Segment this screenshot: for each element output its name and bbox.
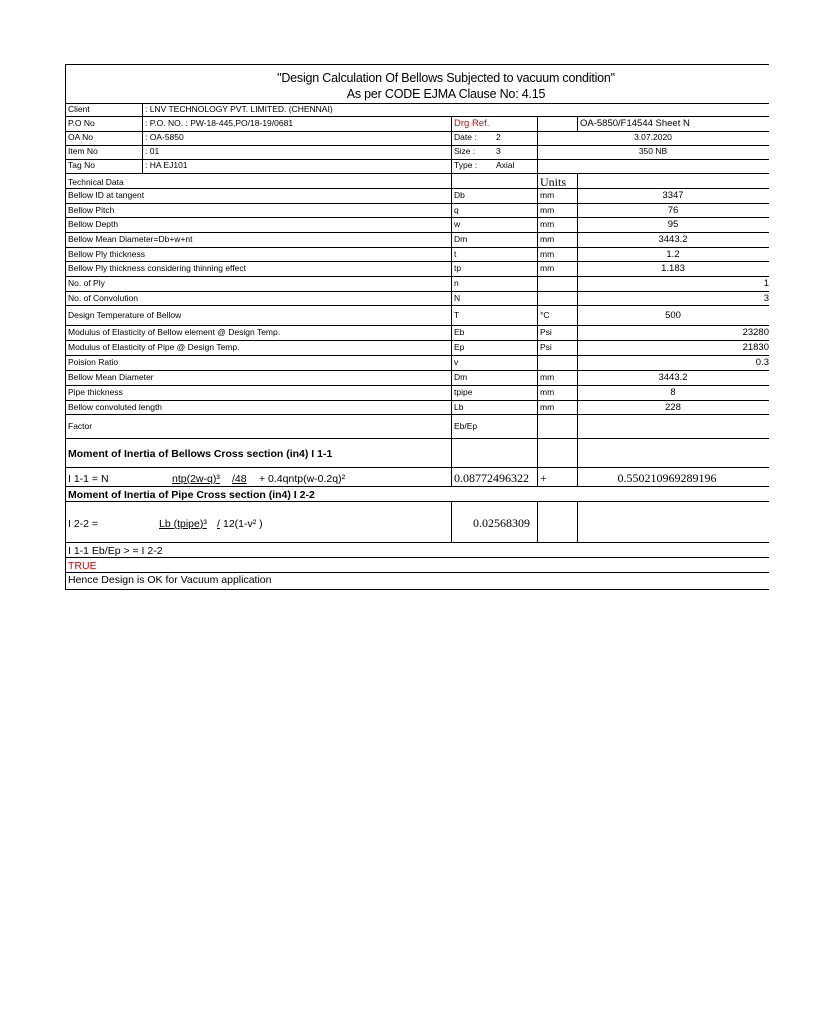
moment1-formula-numerator: ntp(2w-q)³ (172, 473, 220, 485)
date-code: 2 (496, 132, 501, 142)
moment1-formula-term: + 0.4qntp(w-0.2q)² (259, 473, 346, 485)
grid-line (577, 173, 578, 486)
oa-value: : OA-5850 (145, 132, 184, 142)
size-value: 350 NB (638, 146, 668, 156)
moment2-heading: Moment of Inertia of Pipe Cross section (in4) I 2-2 (68, 489, 315, 501)
grid-line (66, 232, 769, 233)
tag-label: Tag No (68, 160, 95, 170)
grid-line (66, 173, 769, 174)
moment2-lhs: I 2-2 = (68, 518, 99, 530)
row-symbol: Dm (454, 234, 468, 244)
grid-line (451, 501, 452, 542)
moment1-formula-divisor: /48 (232, 473, 247, 485)
grid-line (66, 370, 769, 371)
type-label: Type : (454, 160, 478, 170)
row-value: 3443.2 (658, 372, 688, 383)
row-unit: mm (540, 249, 555, 259)
grid-line (66, 355, 769, 356)
moment2-formula-slash: / (217, 518, 220, 530)
grid-line (66, 188, 769, 189)
moment1-plus-sign: + (540, 471, 547, 485)
moment2-value: 0.02568309 (473, 516, 530, 530)
grid-line (66, 305, 769, 306)
row-label: Bellow ID at tangent (68, 190, 145, 200)
row-symbol: Dm (454, 372, 468, 382)
row-unit: mm (540, 205, 555, 215)
row-symbol: N (454, 293, 461, 303)
row-symbol: q (454, 205, 459, 215)
row-label: Pipe thickness (68, 387, 123, 397)
row-unit: mm (540, 190, 555, 200)
po-label: P.O No (68, 118, 95, 128)
grid-line (66, 116, 769, 117)
grid-line (577, 501, 578, 542)
oa-label: OA No (68, 132, 94, 142)
sheet-title: "Design Calculation Of Bellows Subjected to vacuum condition" (277, 71, 615, 85)
row-value: 3 (763, 293, 769, 304)
grid-line (66, 572, 769, 573)
code-clause-title: As per CODE EJMA Clause No: 4.15 (346, 87, 546, 101)
grid-line (451, 173, 452, 486)
row-label: Bellow Pitch (68, 205, 115, 215)
moment2-formula-numerator: Lb (tpipe)³ (159, 518, 207, 530)
conclusion-text: Hence Design is OK for Vacuum application (68, 574, 272, 586)
row-label: Bellow convoluted length (68, 402, 163, 412)
drg-ref-label: Drg Ref. (454, 118, 490, 129)
row-symbol: tp (454, 263, 462, 273)
row-value: 95 (667, 219, 679, 230)
grid-line (66, 203, 769, 204)
grid-line (66, 467, 769, 468)
row-value: 3347 (662, 190, 684, 201)
grid-line (66, 325, 769, 326)
row-label: Bellow Ply thickness considering thinning effect (68, 263, 246, 273)
row-symbol: t (454, 249, 457, 259)
grid-line (66, 557, 769, 558)
row-value: 1 (763, 278, 769, 289)
row-label: No. of Ply (68, 278, 105, 288)
row-unit: mm (540, 219, 555, 229)
units-header: Units (540, 175, 567, 189)
row-unit: Psi (540, 327, 552, 337)
po-value: : P.O. NO. : PW-18-445,PO/18-19/0681 (145, 118, 294, 128)
moment1-value-2: 0.550210969289196 (617, 471, 717, 485)
result-flag: TRUE (68, 560, 97, 572)
technical-data-label: Technical Data (68, 177, 124, 187)
item-label: Item No (68, 146, 98, 156)
row-value: 1.183 (661, 263, 685, 274)
row-symbol: tpipe (454, 387, 473, 397)
type-value: Axial (496, 160, 515, 170)
grid-line (66, 247, 769, 248)
item-value: : 01 (145, 146, 160, 156)
grid-line (66, 414, 769, 415)
grid-line (66, 542, 769, 543)
row-unit: Psi (540, 342, 552, 352)
date-value: 3.07.2020 (634, 132, 672, 142)
size-label: Size : (454, 146, 476, 156)
row-label: Modulus of Elasticity of Pipe @ Design Temp. (68, 342, 240, 352)
row-value: 0.3 (755, 357, 769, 368)
grid-line (66, 340, 769, 341)
grid-line (66, 291, 769, 292)
row-label: Bellow Mean Diameter (68, 372, 154, 382)
row-label: No. of Convolution (68, 293, 138, 303)
drg-ref-value: OA-5850/F14544 Sheet N (580, 118, 690, 129)
grid-line (66, 276, 769, 277)
row-label: Design Temperature of Bellow (68, 310, 182, 320)
row-value: 23280 (742, 327, 769, 338)
row-value: 500 (665, 310, 681, 321)
grid-line (66, 501, 769, 502)
date-label: Date : (454, 132, 477, 142)
grid-line (537, 501, 538, 542)
grid-line (537, 173, 538, 486)
tag-value: : HA EJ101 (145, 160, 188, 170)
grid-line (66, 261, 769, 262)
grid-line (537, 116, 538, 173)
row-symbol: w (454, 219, 461, 229)
row-unit: mm (540, 372, 555, 382)
row-symbol: Lb (454, 402, 464, 412)
comparison-statement: I 1-1 Eb/Ep > = I 2-2 (68, 545, 163, 557)
grid-line (66, 400, 769, 401)
row-label: Bellow Mean Diameter=Db+w+nt (68, 234, 193, 244)
client-value: : LNV TECHNOLOGY PVT. LIMITED. (CHENNAI) (145, 104, 333, 114)
calculation-sheet (65, 64, 769, 590)
grid-line (66, 438, 769, 439)
row-label: Bellow Depth (68, 219, 119, 229)
row-symbol: Eb (454, 327, 465, 337)
row-value: 76 (667, 205, 679, 216)
row-value: 1.2 (666, 249, 680, 260)
row-label: Poision Ratio (68, 357, 119, 367)
size-code: 3 (496, 146, 501, 156)
row-label: Factor (68, 421, 93, 431)
grid-line (451, 116, 452, 173)
row-symbol: Ep (454, 342, 465, 352)
row-label: Bellow Ply thickness (68, 249, 146, 259)
moment1-value-1: 0.08772496322 (454, 471, 529, 485)
row-value: 228 (665, 402, 681, 413)
grid-line (66, 486, 769, 487)
row-symbol: Eb/Ep (454, 421, 478, 431)
grid-line (66, 385, 769, 386)
row-value: 8 (670, 387, 676, 398)
row-symbol: T (454, 310, 460, 320)
row-unit: °C (540, 310, 550, 320)
row-unit: mm (540, 402, 555, 412)
row-value: 3443.2 (658, 234, 688, 245)
grid-line (66, 217, 769, 218)
row-symbol: n (454, 278, 459, 288)
moment2-formula-denominator: 12(1-v² ) (223, 518, 263, 530)
grid-line (577, 116, 578, 131)
row-value: 21830 (742, 342, 769, 353)
row-symbol: v (454, 357, 459, 367)
client-label: Client (68, 104, 90, 114)
row-unit: mm (540, 263, 555, 273)
row-symbol: Db (454, 190, 465, 200)
moment1-lhs: I 1-1 = N (68, 473, 109, 485)
moment1-heading: Moment of Inertia of Bellows Cross section (in4) I 1-1 (68, 448, 333, 460)
grid-line (142, 103, 143, 173)
row-unit: mm (540, 234, 555, 244)
row-label: Modulus of Elasticity of Bellow element @ Design Temp. (68, 327, 281, 337)
row-unit: mm (540, 387, 555, 397)
